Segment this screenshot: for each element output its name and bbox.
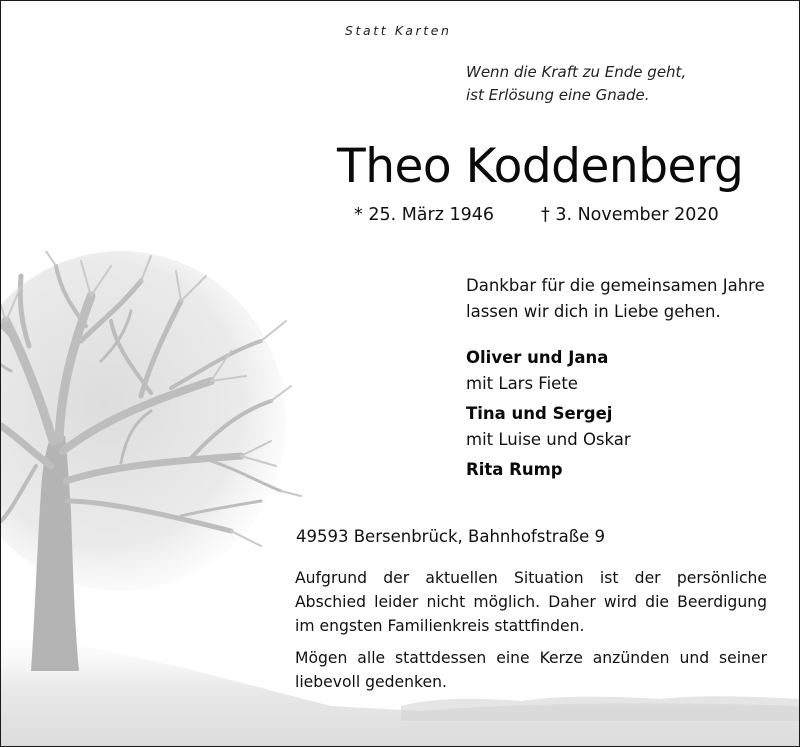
birth-date: * 25. März 1946 — [354, 205, 495, 225]
notice-paragraph: Mögen alle stattdessen eine Kerze anzünden und seiner liebevoll gedenken. — [295, 649, 767, 691]
quote-line: Wenn die Kraft zu Ende geht, — [466, 63, 687, 81]
mourner-sub: mit Lars Fiete — [466, 374, 578, 393]
mourner-name: Rita Rump — [466, 460, 563, 479]
quote — [466, 61, 686, 107]
gratitude-line: lassen wir dich in Liebe gehen. — [466, 302, 721, 321]
gratitude-text — [466, 273, 765, 325]
mourner-group — [466, 345, 631, 397]
mourner-name: Oliver und Jana — [466, 348, 609, 367]
address: 49593 Bersenbrück, Bahnhofstraße 9 — [296, 527, 605, 546]
deceased-name: Theo Koddenberg — [337, 139, 744, 194]
mourner-sub: mit Luise und Oskar — [466, 430, 631, 449]
notice-paragraph: Aufgrund der aktuellen Situation ist der persönliche Abschied leider nicht möglich. Daher wird die Beerdigung im engsten Familienkreis stattfinden. — [295, 569, 767, 635]
mourner-group — [466, 457, 631, 483]
header-note: Statt Karten — [345, 23, 452, 38]
death-date: † 3. November 2020 — [541, 205, 719, 225]
mourners-list — [466, 345, 631, 487]
mourner-group — [466, 401, 631, 453]
gratitude-line: Dankbar für die gemeinsamen Jahre — [466, 276, 765, 295]
mourner-name: Tina und Sergej — [466, 404, 613, 423]
quote-line: ist Erlösung eine Gnade. — [466, 86, 650, 104]
